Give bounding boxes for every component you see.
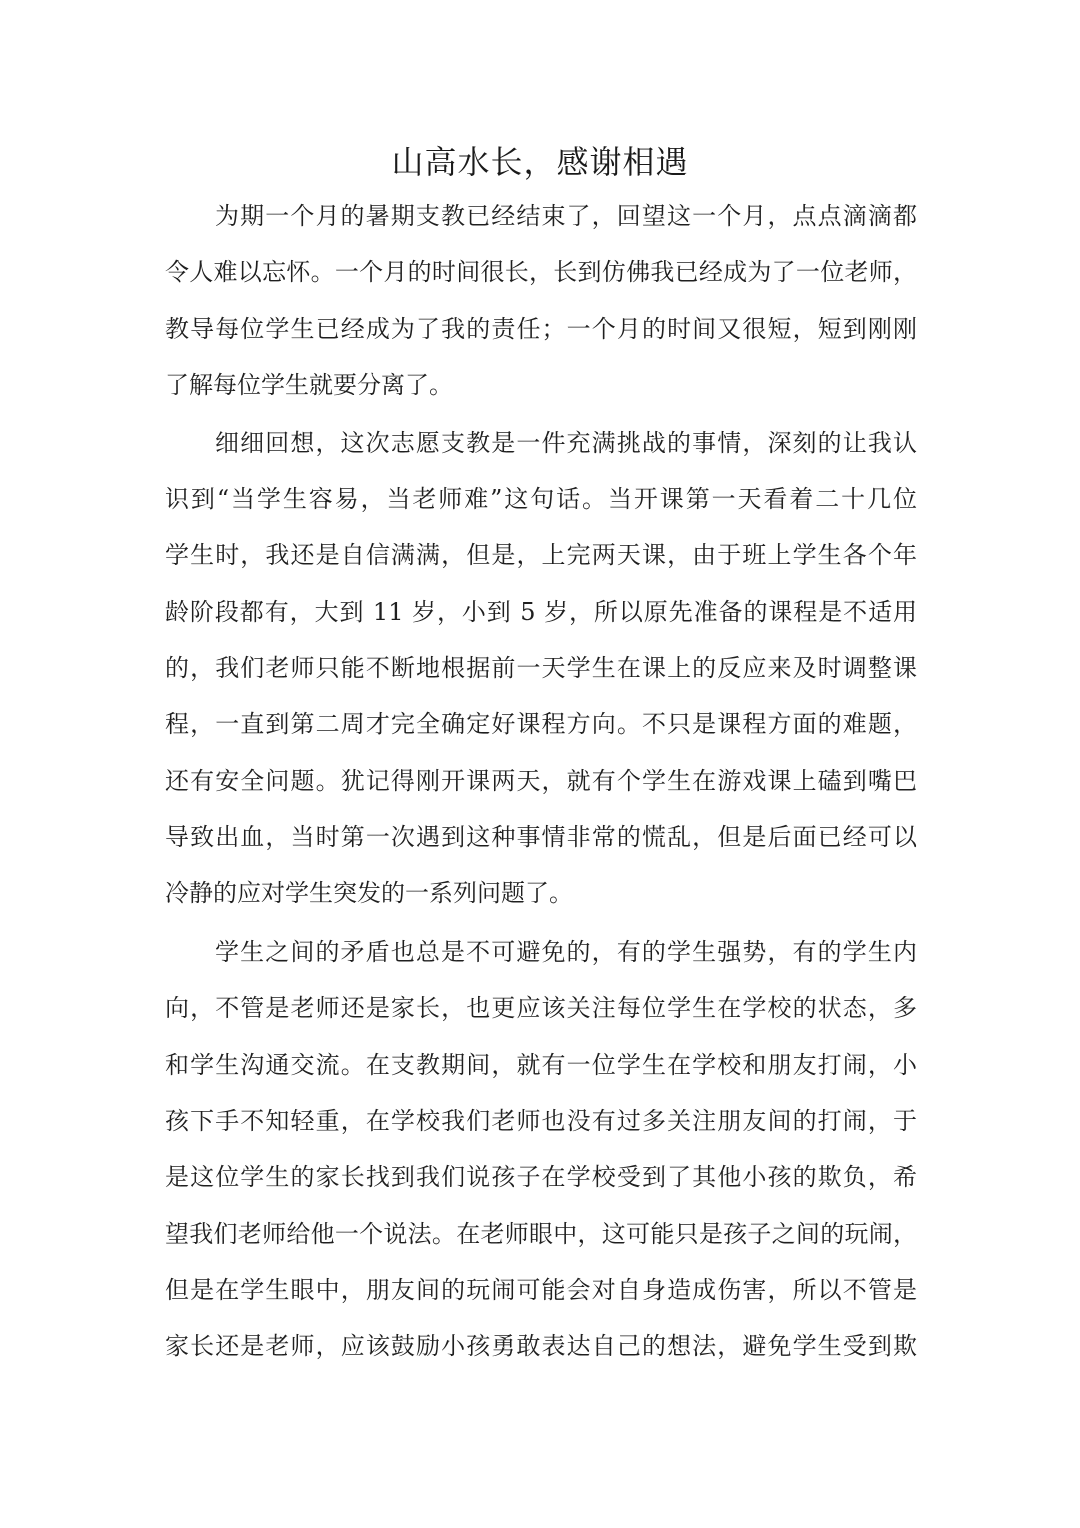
paragraph-1-line-2: 令人难以忘怀。一个月的时间很长，长到仿佛我已经成为了一位老师，	[165, 258, 917, 286]
paragraph-3-line-6: 望我们老师给他一个说法。在老师眼中，这可能只是孩子之间的玩闹，	[165, 1220, 917, 1248]
paragraph-1-line-4: 了解每位学生就要分离了。	[165, 371, 453, 399]
paragraph-2-line-2: 识到“当学生容易，当老师难”这句话。当开课第一天看着二十几位	[165, 485, 917, 513]
page-title: 山高水长，感谢相遇	[391, 143, 689, 181]
paragraph-2-line-9: 冷静的应对学生突发的一系列问题了。	[165, 879, 573, 907]
paragraph-2-line-3: 学生时，我还是自信满满，但是，上完两天课，由于班上学生各个年	[165, 541, 917, 569]
paragraph-3-line-5: 是这位学生的家长找到我们说孩子在学校受到了其他小孩的欺负，希	[165, 1163, 917, 1191]
paragraph-2-line-8: 导致出血，当时第一次遇到这种事情非常的慌乱，但是后面已经可以	[165, 823, 917, 851]
paragraph-2-line-6: 程，一直到第二周才完全确定好课程方向。不只是课程方面的难题，	[165, 710, 917, 738]
paragraph-3-line-3: 和学生沟通交流。在支教期间，就有一位学生在学校和朋友打闹，小	[165, 1051, 917, 1079]
paragraph-3-line-2: 向，不管是老师还是家长，也更应该关注每位学生在学校的状态，多	[165, 994, 917, 1022]
paragraph-2-line-4: 龄阶段都有，大到 11 岁，小到 5 岁，所以原先准备的课程是不适用	[165, 598, 917, 626]
paragraph-2-line-1: 细细回想，这次志愿支教是一件充满挑战的事情，深刻的让我认	[215, 429, 917, 457]
paragraph-3-line-4: 孩下手不知轻重，在学校我们老师也没有过多关注朋友间的打闹，于	[165, 1107, 917, 1135]
paragraph-2-line-5: 的，我们老师只能不断地根据前一天学生在课上的反应来及时调整课	[165, 654, 917, 682]
paragraph-3-line-8: 家长还是老师，应该鼓励小孩勇敢表达自己的想法，避免学生受到欺	[165, 1332, 917, 1360]
paragraph-1-line-1: 为期一个月的暑期支教已经结束了，回望这一个月，点点滴滴都	[215, 202, 917, 230]
paragraph-2-line-7: 还有安全问题。犹记得刚开课两天，就有个学生在游戏课上磕到嘴巴	[165, 767, 917, 795]
paragraph-1-line-3: 教导每位学生已经成为了我的责任；一个月的时间又很短，短到刚刚	[165, 315, 917, 343]
paragraph-3-line-1: 学生之间的矛盾也总是不可避免的，有的学生强势，有的学生内	[215, 938, 917, 966]
paragraph-3-line-7: 但是在学生眼中，朋友间的玩闹可能会对自身造成伤害，所以不管是	[165, 1276, 917, 1304]
